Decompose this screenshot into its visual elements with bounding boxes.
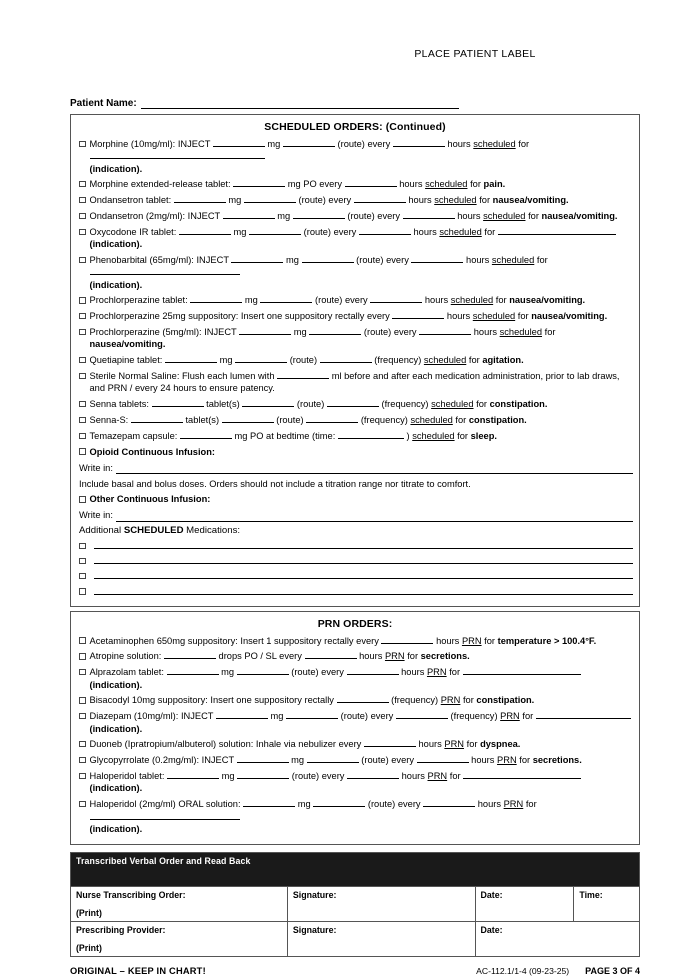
checkbox-additional-med-1[interactable] bbox=[79, 543, 86, 550]
provider-date-cell[interactable] bbox=[475, 921, 639, 956]
order-opioid-continuous-infusion[interactable] bbox=[77, 446, 633, 458]
checkbox-duoneb-solution[interactable] bbox=[79, 741, 86, 748]
order-diazepam-inject[interactable] bbox=[77, 710, 633, 735]
nurse-transcribing-row bbox=[71, 886, 640, 921]
order-acetaminophen-suppository[interactable] bbox=[77, 635, 633, 647]
checkbox-prochlorperazine-suppository[interactable] bbox=[79, 313, 86, 320]
order-text: Prochlorperazine tablet: mg (route) every hours scheduled for nausea/vomiting. bbox=[89, 295, 586, 306]
additional-med-input-1[interactable] bbox=[94, 540, 634, 549]
checkbox-ondansetron-tablet[interactable] bbox=[79, 197, 86, 204]
original-keep-in-chart: ORIGINAL – KEEP IN CHART! bbox=[70, 965, 206, 976]
checkbox-additional-med-2[interactable] bbox=[79, 558, 86, 565]
order-alprazolam-tablet[interactable] bbox=[77, 666, 633, 691]
write-in-label: Write in: bbox=[79, 462, 113, 473]
sig-table-header-row bbox=[71, 852, 640, 886]
checkbox-quetiapine-tablet[interactable] bbox=[79, 357, 86, 364]
order-text: Oxycodone IR tablet: mg (route) every hours scheduled for (indication). bbox=[90, 226, 634, 251]
infusion-note: Include basal and bolus doses. Orders should not include a titration range nor titrate to comfort. bbox=[79, 478, 471, 489]
checkbox-prochlorperazine-tablet[interactable] bbox=[79, 297, 86, 304]
sig-table-header: Transcribed Verbal Order and Read Back bbox=[71, 852, 640, 886]
checkbox-haloperidol-tablet[interactable] bbox=[79, 773, 86, 780]
page-footer bbox=[70, 966, 640, 976]
checkbox-oxycodone-ir-tablet[interactable] bbox=[79, 229, 86, 236]
nurse-role-label: Nurse Transcribing Order: bbox=[76, 889, 186, 900]
checkbox-bisacodyl-suppository[interactable] bbox=[79, 697, 86, 704]
checkbox-sterile-normal-saline[interactable] bbox=[79, 373, 86, 380]
order-text: Prochlorperazine (5mg/ml): INJECT mg (route) every hours scheduled for nausea/vomiting. bbox=[89, 327, 556, 350]
checkbox-glycopyrrolate-inject[interactable] bbox=[79, 757, 86, 764]
order-text: Opioid Continuous Infusion: bbox=[89, 446, 215, 457]
place-patient-label: PLACE PATIENT LABEL bbox=[414, 48, 536, 60]
print-label: (Print) bbox=[76, 907, 102, 918]
order-text: Ondansetron tablet: mg (route) every hours scheduled for nausea/vomiting. bbox=[89, 195, 569, 206]
order-prochlorperazine-tablet[interactable] bbox=[77, 294, 633, 306]
additional-med-input-2[interactable] bbox=[94, 555, 634, 564]
patient-name-row bbox=[24, 98, 666, 109]
checkbox-atropine-solution[interactable] bbox=[79, 653, 86, 660]
transcribed-verbal-order-table bbox=[70, 852, 640, 957]
write-in-label: Write in: bbox=[79, 510, 113, 521]
opioid-write-in-row bbox=[77, 462, 633, 474]
scheduled-orders-title: SCHEDULED ORDERS: (Continued) bbox=[264, 121, 446, 133]
checkbox-additional-med-3[interactable] bbox=[79, 573, 86, 580]
opioid-write-in-input[interactable] bbox=[116, 465, 633, 474]
signature-label: Signature: bbox=[292, 924, 337, 935]
nurse-date-cell[interactable] bbox=[475, 886, 574, 921]
nurse-time-cell[interactable] bbox=[574, 886, 640, 921]
order-prochlorperazine-inject[interactable] bbox=[77, 326, 633, 351]
provider-role-cell[interactable] bbox=[71, 921, 288, 956]
order-text: Morphine extended-release tablet: mg PO every hours scheduled for pain. bbox=[89, 179, 506, 190]
order-text: Senna-S: tablet(s) (route) (frequency) scheduled for constipation. bbox=[89, 415, 527, 426]
nurse-role-cell[interactable] bbox=[71, 886, 288, 921]
checkbox-phenobarbital-inject[interactable] bbox=[79, 257, 86, 264]
checkbox-senna-tablets[interactable] bbox=[79, 401, 86, 408]
order-text: Senna tablets: tablet(s) (route) (frequency) scheduled for constipation. bbox=[89, 399, 548, 410]
order-text: Sterile Normal Saline: Flush each lumen with ml before and after each medication administration, prior to lab draws, and PRN / every 24 hours to ensure patency. bbox=[89, 371, 620, 394]
checkbox-ondansetron-inject[interactable] bbox=[79, 213, 86, 220]
prn-orders-box bbox=[70, 611, 640, 845]
order-ondansetron-inject[interactable] bbox=[77, 210, 633, 222]
order-text: Ondansetron (2mg/ml): INJECT mg (route) every hours scheduled for nausea/vomiting. bbox=[89, 211, 618, 222]
signature-label: Signature: bbox=[292, 889, 337, 900]
order-senna-tablets[interactable] bbox=[77, 398, 633, 410]
checkbox-morphine-er-tablet[interactable] bbox=[79, 181, 86, 188]
order-morphine-er-tablet[interactable] bbox=[77, 178, 633, 190]
prescribing-provider-row bbox=[71, 921, 640, 956]
order-other-continuous-infusion[interactable] bbox=[77, 493, 633, 505]
order-text: Temazepam capsule: mg PO at bedtime (time: ) scheduled for sleep. bbox=[89, 431, 497, 442]
checkbox-haloperidol-oral-solution[interactable] bbox=[79, 801, 86, 808]
checkbox-morphine-inject[interactable] bbox=[79, 141, 86, 148]
other-write-in-row bbox=[77, 509, 633, 521]
order-ondansetron-tablet[interactable] bbox=[77, 194, 633, 206]
order-glycopyrrolate-inject[interactable] bbox=[77, 754, 633, 766]
date-label: Date: bbox=[480, 924, 503, 935]
order-bisacodyl-suppository[interactable] bbox=[77, 694, 633, 706]
order-text: Alprazolam tablet: mg (route) every hours PRN for (indication). bbox=[90, 666, 634, 691]
order-text: Morphine (10mg/ml): INJECT mg (route) every hours scheduled for (indication). bbox=[89, 139, 530, 174]
nurse-signature-cell[interactable] bbox=[287, 886, 475, 921]
order-text: Haloperidol tablet: mg (route) every hours PRN for (indication). bbox=[90, 770, 634, 795]
patient-name-label: Patient Name: bbox=[70, 98, 137, 109]
order-phenobarbital-inject[interactable] bbox=[77, 254, 633, 291]
patient-name-input[interactable] bbox=[141, 98, 459, 109]
checkbox-diazepam-inject[interactable] bbox=[79, 713, 86, 720]
checkbox-acetaminophen-suppository[interactable] bbox=[79, 637, 86, 644]
order-quetiapine-tablet[interactable] bbox=[77, 354, 633, 366]
order-text: Bisacodyl 10mg suppository: Insert one suppository rectally (frequency) PRN for constipation. bbox=[89, 695, 535, 706]
other-write-in-input[interactable] bbox=[116, 513, 633, 522]
order-sterile-normal-saline[interactable] bbox=[77, 370, 633, 395]
order-senna-s[interactable] bbox=[77, 414, 633, 426]
print-label: (Print) bbox=[76, 942, 102, 953]
additional-med-input-4[interactable] bbox=[94, 586, 634, 595]
additional-med-row[interactable] bbox=[77, 540, 633, 549]
time-label: Time: bbox=[579, 889, 603, 900]
prn-orders-title: PRN ORDERS: bbox=[317, 617, 393, 630]
checkbox-additional-med-4[interactable] bbox=[79, 588, 86, 595]
order-text: Haloperidol (2mg/ml) ORAL solution: mg (route) every hours PRN for (indication). bbox=[89, 799, 537, 834]
additional-scheduled-meds-label: Additional SCHEDULED Medications: bbox=[79, 525, 241, 537]
page-number: PAGE 3 OF 4 bbox=[585, 965, 640, 976]
order-duoneb-solution[interactable] bbox=[77, 738, 633, 750]
checkbox-senna-s[interactable] bbox=[79, 417, 86, 424]
additional-med-row[interactable] bbox=[77, 555, 633, 564]
checkbox-other-continuous-infusion[interactable] bbox=[79, 496, 86, 503]
checkbox-opioid-continuous-infusion[interactable] bbox=[79, 448, 86, 455]
form-number: AC-112.1/1-4 (09-23-25) bbox=[476, 965, 570, 976]
provider-role-label: Prescribing Provider: bbox=[76, 924, 166, 935]
order-temazepam-capsule[interactable] bbox=[77, 430, 633, 442]
order-text: Acetaminophen 650mg suppository: Insert 1 suppository rectally every hours PRN for temperature > 100.4°F. bbox=[89, 635, 597, 646]
order-haloperidol-oral-solution[interactable] bbox=[77, 798, 633, 835]
checkbox-prochlorperazine-inject[interactable] bbox=[79, 329, 86, 336]
provider-signature-cell[interactable] bbox=[287, 921, 475, 956]
order-text: Quetiapine tablet: mg (route) (frequency) scheduled for agitation. bbox=[89, 355, 524, 366]
checkbox-temazepam-capsule[interactable] bbox=[79, 433, 86, 440]
order-prochlorperazine-suppository[interactable] bbox=[77, 310, 633, 322]
additional-med-row[interactable] bbox=[77, 570, 633, 579]
additional-med-row[interactable] bbox=[77, 585, 633, 594]
order-oxycodone-ir-tablet[interactable] bbox=[77, 226, 633, 251]
order-text: Diazepam (10mg/ml): INJECT mg (route) every (frequency) PRN for (indication). bbox=[90, 710, 634, 735]
order-text: Atropine solution: drops PO / SL every hours PRN for secretions. bbox=[89, 651, 470, 662]
order-text: Glycopyrrolate (0.2mg/ml): INJECT mg (route) every hours PRN for secretions. bbox=[89, 755, 582, 766]
order-text: Phenobarbital (65mg/ml): INJECT mg (route) every hours scheduled for (indication). bbox=[89, 255, 548, 290]
order-morphine-inject[interactable] bbox=[77, 138, 633, 175]
scheduled-orders-box bbox=[70, 114, 640, 607]
order-text: Prochlorperazine 25mg suppository: Insert one suppository rectally every hours scheduled for nausea/vomiting. bbox=[89, 311, 608, 322]
order-haloperidol-tablet[interactable] bbox=[77, 770, 633, 795]
checkbox-alprazolam-tablet[interactable] bbox=[79, 669, 86, 676]
order-text: Duoneb (Ipratropium/albuterol) solution: Inhale via nebulizer every hours PRN for dyspnea. bbox=[89, 739, 521, 750]
date-label: Date: bbox=[480, 889, 503, 900]
additional-med-input-3[interactable] bbox=[94, 570, 634, 579]
order-atropine-solution[interactable] bbox=[77, 650, 633, 662]
order-text: Other Continuous Infusion: bbox=[89, 494, 211, 505]
